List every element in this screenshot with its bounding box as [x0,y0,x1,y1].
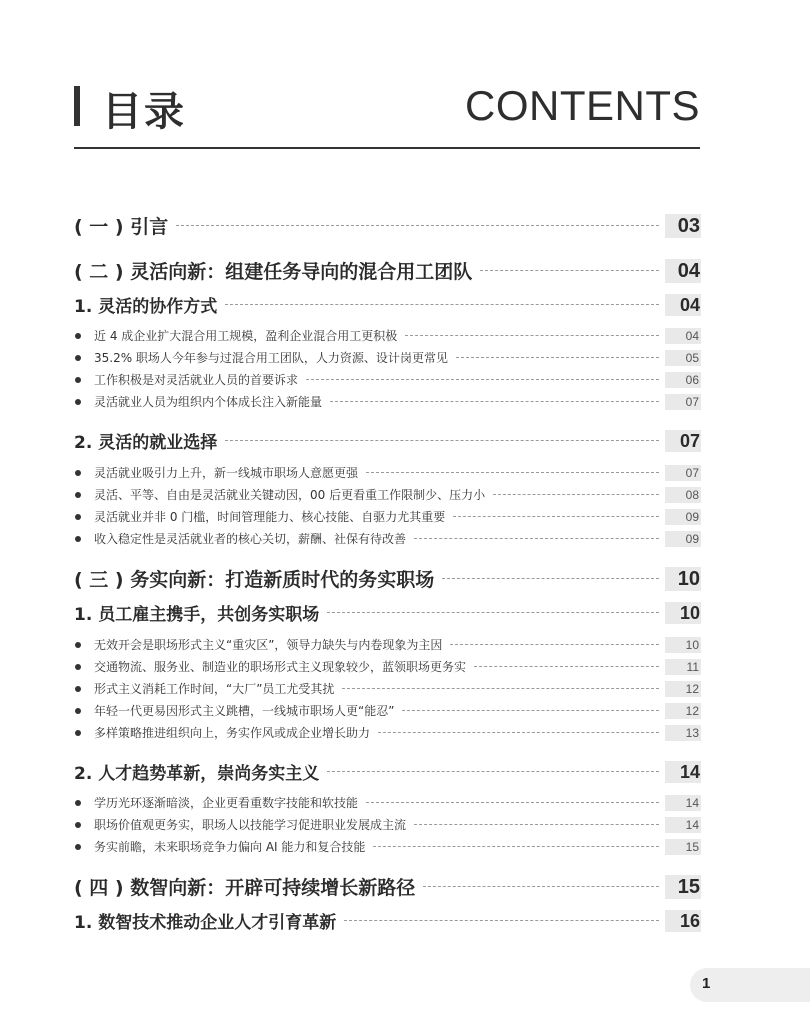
toc-page-number: 04 [665,294,701,316]
page-number: 1 [702,975,711,992]
dotted-leader [456,357,659,358]
toc-label: 1. 灵活的协作方式 [74,297,218,317]
toc-page-number: 07 [665,394,701,410]
toc-subsection[interactable] [74,759,701,784]
dotted-leader [442,578,659,579]
dotted-leader [344,920,659,921]
toc-label: 2. 人才趋势革新，崇尚务实主义 [74,764,320,784]
dotted-leader [474,666,659,667]
toc-page-number: 11 [665,659,701,675]
toc-item[interactable] [74,393,701,410]
toc-label: 收入稳定性是灵活就业者的核心关切，薪酬、社保有待改善 [94,532,407,546]
dotted-leader [405,335,659,336]
toc-subsection[interactable] [74,292,701,317]
toc-label: 多样策略推进组织向上，务实作风或成企业增长助力 [94,726,371,740]
toc-item[interactable] [74,794,701,811]
toc-label: 灵活就业并非 0 门槛，时间管理能力、核心技能、自驱力尤其重要 [94,510,446,524]
toc-label: 1. 数智技术推动企业人才引育革新 [74,913,337,933]
bullet-icon [75,642,81,648]
toc-page-number: 08 [665,487,701,503]
toc-label: 35.2% 职场人今年参与过混合用工团队，人力资源、设计岗更常见 [94,351,448,365]
toc-label: 学历光环逐渐暗淡，企业更看重数字技能和软技能 [94,796,359,810]
bullet-icon [75,333,81,339]
toc-page-number: 14 [665,795,701,811]
toc-item[interactable] [74,486,701,503]
dotted-leader [423,886,659,887]
toc-subsection[interactable] [74,600,701,625]
dotted-leader [342,688,659,689]
toc-item[interactable] [74,680,701,697]
toc-label: 1. 员工雇主携手，共创务实职场 [74,605,320,625]
toc-page-number: 14 [665,761,701,783]
bullet-icon [75,800,81,806]
toc-item[interactable] [74,658,701,675]
toc-page-number: 12 [665,681,701,697]
bullet-icon [75,399,81,405]
dotted-leader [373,846,659,847]
toc-label: 年轻一代更易因形式主义跳槽，一线城市职场人更“能忍” [94,704,395,718]
toc-label: ( 一 ) 引言 [74,216,169,238]
toc-section[interactable] [74,212,701,239]
toc-page-number: 10 [665,637,701,653]
bullet-icon [75,377,81,383]
dotted-leader [493,494,659,495]
toc-label: 近 4 成企业扩大混合用工规模，盈利企业混合用工更积极 [94,329,398,343]
dotted-leader [378,732,659,733]
dotted-leader [453,516,659,517]
bullet-icon [75,664,81,670]
dotted-leader [176,225,659,226]
toc-label: 2. 灵活的就业选择 [74,433,218,453]
page-title-en: CONTENTS [465,82,700,129]
bullet-icon [75,355,81,361]
toc-item[interactable] [74,464,701,481]
toc-page-number: 07 [665,430,701,452]
toc-item[interactable] [74,508,701,525]
dotted-leader [414,538,659,539]
dotted-leader [480,270,659,271]
bullet-icon [75,470,81,476]
toc-item[interactable] [74,371,701,388]
toc-page-number: 12 [665,703,701,719]
toc-item[interactable] [74,327,701,344]
toc-label: ( 三 ) 务实向新：打造新质时代的务实职场 [74,569,435,591]
toc-page-number: 09 [665,509,701,525]
toc-page-number: 15 [665,839,701,855]
bullet-icon [75,686,81,692]
dotted-leader [330,401,659,402]
toc-section[interactable] [74,565,701,592]
dotted-leader [414,824,659,825]
toc-subsection[interactable] [74,428,701,453]
dotted-leader [306,379,659,380]
dotted-leader [225,304,659,305]
toc-label: ( 四 ) 数智向新：开辟可持续增长新路径 [74,877,416,899]
bullet-icon [75,536,81,542]
page-title: 目录 [102,89,186,135]
bullet-icon [75,514,81,520]
toc-item[interactable] [74,724,701,741]
toc-page-number: 06 [665,372,701,388]
toc-item[interactable] [74,636,701,653]
dotted-leader [225,440,659,441]
toc-section[interactable] [74,257,701,284]
toc-label: ( 二 ) 灵活向新：组建任务导向的混合用工团队 [74,261,473,283]
toc-item[interactable] [74,349,701,366]
dotted-leader [402,710,659,711]
toc-label: 灵活就业吸引力上升，新一线城市职场人意愿更强 [94,466,359,480]
toc-label: 工作积极是对灵活就业人员的首要诉求 [94,373,299,387]
toc-page-number: 10 [665,567,701,591]
toc-label: 形式主义消耗工作时间，“大厂”员工尤受其扰 [94,682,335,696]
bullet-icon [75,822,81,828]
toc-item[interactable] [74,702,701,719]
bullet-icon [75,844,81,850]
dotted-leader [366,472,659,473]
toc-page-number: 04 [665,259,701,283]
toc-page-number: 10 [665,602,701,624]
bullet-icon [75,492,81,498]
toc-page-number: 14 [665,817,701,833]
toc-item[interactable] [74,838,701,855]
bullet-icon [75,708,81,714]
bullet-icon [75,730,81,736]
toc-label: 灵活、平等、自由是灵活就业关键动因，00 后更看重工作限制少、压力小 [94,488,486,502]
toc-label: 灵活就业人员为组织内个体成长注入新能量 [94,395,323,409]
toc-label: 务实前瞻，未来职场竞争力偏向 AI 能力和复合技能 [94,840,366,854]
toc-subsection[interactable] [74,908,701,933]
dotted-leader [327,612,659,613]
toc-page-number: 09 [665,531,701,547]
toc-page-number: 07 [665,465,701,481]
dotted-leader [366,802,659,803]
toc-section[interactable] [74,873,701,900]
toc-page-number: 13 [665,725,701,741]
toc-page-number: 05 [665,350,701,366]
toc-label: 无效开会是职场形式主义“重灾区”，领导力缺失与内卷现象为主因 [94,638,443,652]
toc-item[interactable] [74,530,701,547]
dotted-leader [327,771,659,772]
toc-page-number: 03 [665,214,701,238]
toc-page-number: 15 [665,875,701,899]
dotted-leader [450,644,659,645]
toc-label: 职场价值观更务实，职场人以技能学习促进职业发展成主流 [94,818,407,832]
toc-item[interactable] [74,816,701,833]
toc-label: 交通物流、服务业、制造业的职场形式主义现象较少，蓝领职场更务实 [94,660,467,674]
toc-page-number: 16 [665,910,701,932]
toc-page-number: 04 [665,328,701,344]
